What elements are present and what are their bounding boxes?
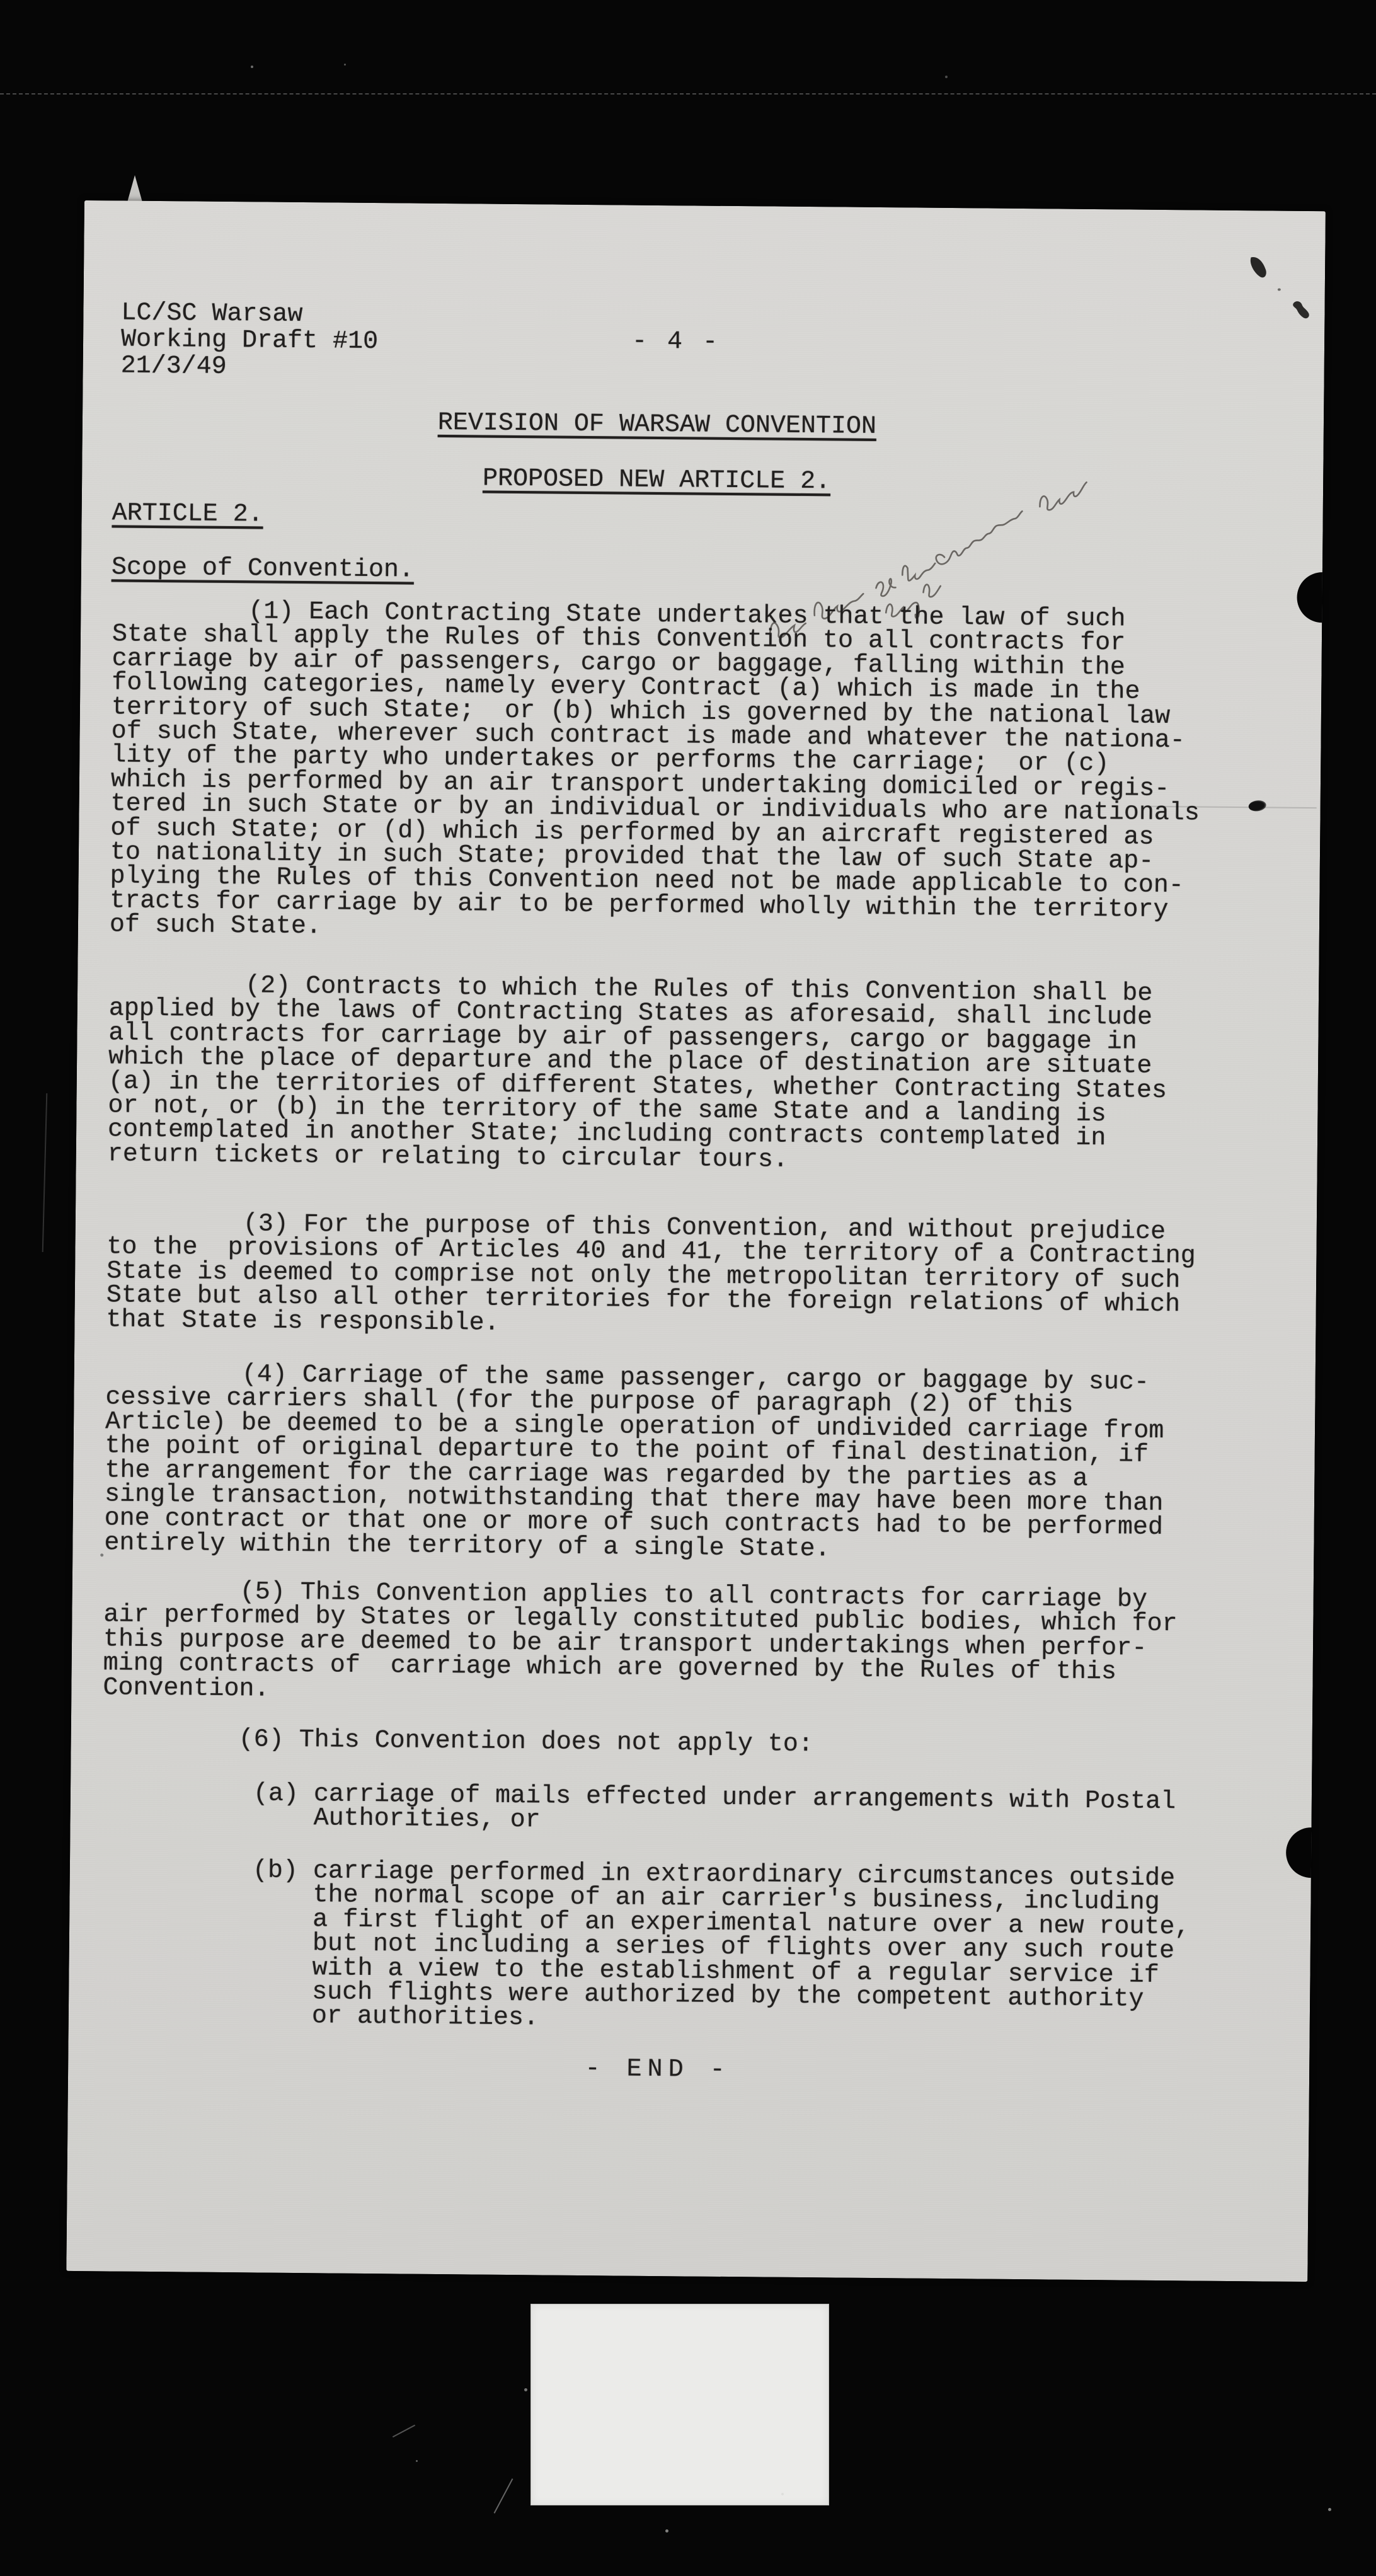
page-number: - 4 - — [631, 327, 721, 357]
scanner-notch-top — [1297, 572, 1326, 623]
paragraph-2: (2) Contracts to which the Rules of this Convention shall be applied by the laws of Contracting States as aforesaid, shall include all contracts for carriage by air of passengers, cargo or baggage in which the place of departure and the place of destination are situate (a) in the territories of different States, whether Contracting States or not, or (b) in the territory of the same State and a landing is contemplated in another State; including contracts contemplated in return tickets or relating to circular tours. — [107, 970, 1167, 1175]
dust-speck — [665, 2529, 668, 2533]
ink-mark-top-right — [1243, 255, 1273, 282]
film-frame-patch — [530, 2304, 829, 2505]
dust-speck — [1251, 1985, 1253, 1987]
paragraph-6-item-b: (b) carriage performed in extraordinary circumstances outside the normal scope of an air carrier's business, including a first flight of an experimental nature over a new route, but not including a series of flights over any such route with a view to the establishment of a regular service if such flights were authorized by the competent authority or authorities. — [100, 1855, 1190, 2033]
scanner-notch-bottom — [1286, 1827, 1326, 1878]
margin-speck — [100, 1553, 103, 1556]
paragraph-5: (5) This Convention applies to all contracts for carriage by air performed by States or legally constituted public bodies, which for this purpose are deemed to be air transport undertakings when perfor- ming contracts of carriage which are governed by the Rules of this Convention. — [103, 1577, 1178, 1704]
document-subtitle: PROPOSED NEW ARTICLE 2. — [482, 464, 831, 497]
dust-speck — [344, 64, 346, 66]
dust-speck — [781, 2493, 784, 2495]
paragraph-1: (1) Each Contracting State undertakes that the law of such State shall apply the Rules of this Convention to all contracts for carriage by air of passengers, cargo or baggage, falling within the following categories, namely every Contract (a) which is made in the territory of such State; or (b) which is governed by the national law of such State, wherever such contract is made and whatever the nationa- lity of the party who undertakes or performs the carriage; or (c) which is performed by an air transport undertaking domiciled or regis- tered in such State or by an individual or individuals who are nationals of such State; or (d) which is performed by an aircraft registered as to nationality in such State; provided that the law of such State ap- plying the Rules of this Convention need not be made applicable to con- tracts for carriage by air to be performed wholly within the territory of such State. — [109, 596, 1200, 941]
paragraph-4: (4) Carriage of the same passenger, cargo or baggage by suc- cessive carriers shall (for the purpose of paragraph (2) of this Article) be deemed to be a single operation of undivided carriage from the point of original departure to the point of final destination, if the arrangement for the carriage was regarded by the parties as a single transaction, notwithstanding that there may have been more than one contract or that one or more of such contracts had to be performed entirely within the territory of a single State. — [104, 1359, 1164, 1564]
doc-date-line: 21/3/49 — [120, 352, 227, 381]
document-title: REVISION OF WARSAW CONVENTION — [437, 408, 877, 441]
dust-speck — [1274, 1816, 1276, 1819]
doc-draft-line: Working Draft #10 — [120, 325, 379, 357]
scan-scratch-bottom-1 — [494, 2478, 513, 2514]
dust-speck — [945, 76, 948, 78]
doc-id-line: LC/SC Warsaw — [121, 299, 303, 330]
paragraph-3: (3) For the purpose of this Convention, and without prejudice to the provisions of Articles 40 and 41, the territory of a Contracting State is deemed to comprise not only the metropolitan territory of such State but also all other territories for the foreign relations of which that State is responsible. — [106, 1209, 1196, 1338]
ink-blot — [1248, 800, 1267, 813]
scan-scratch-bottom-2 — [393, 2425, 415, 2438]
scope-heading: Scope of Convention. — [111, 553, 415, 585]
paragraph-6-item-a: (a) carriage of mails effected under arrangements with Postal Authorities, or — [101, 1778, 1176, 1835]
dust-speck — [1266, 1704, 1270, 1707]
end-mark: - END - — [585, 2055, 731, 2085]
dust-speck — [251, 66, 253, 68]
document-id-block — [121, 301, 379, 382]
scan-scratch-left — [42, 1093, 48, 1252]
dust-speck — [416, 2460, 418, 2462]
article-heading: ARTICLE 2. — [112, 499, 263, 529]
scan-scratch-top — [0, 93, 1376, 95]
paragraph-6-intro: (6) This Convention does not apply to: — [102, 1724, 814, 1759]
dust-speck — [524, 2388, 527, 2391]
dust-speck — [1293, 1897, 1295, 1899]
end-mark-wrap — [83, 2053, 1232, 2087]
document-page — [66, 200, 1326, 2282]
dust-speck — [1328, 2508, 1331, 2511]
ink-mark-right-edge — [1288, 297, 1316, 323]
ink-speck — [1278, 289, 1281, 291]
